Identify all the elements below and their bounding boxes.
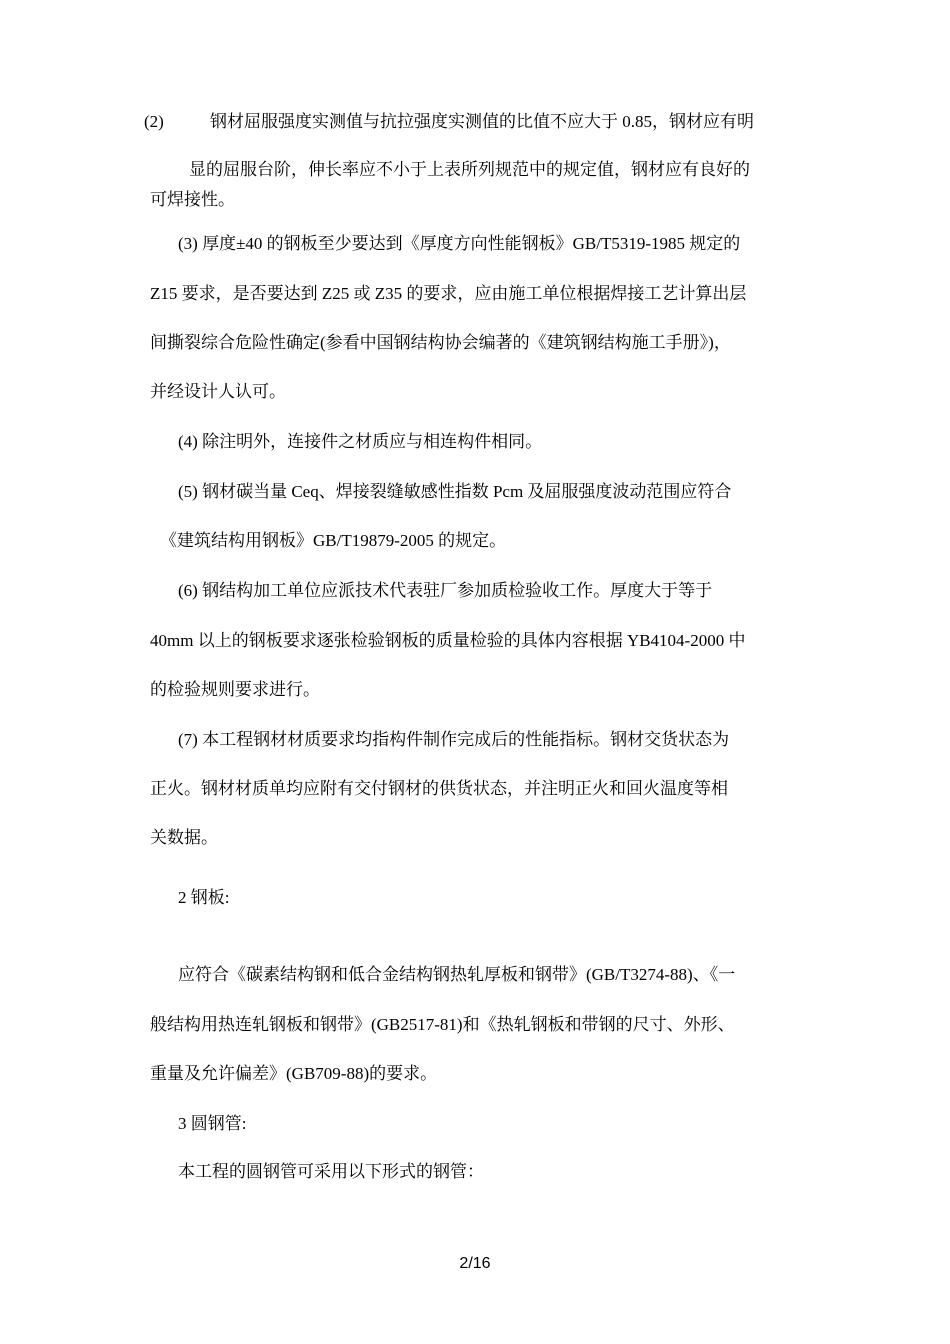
item-number-2: (2) [144,112,164,131]
paragraph-3-line-4: 并经设计人认可。 [150,382,286,401]
paragraph-3-line-2: Z15 要求，是否要达到 Z25 或 Z35 的要求，应由施工单位根据焊接工艺计算出层 [150,284,747,303]
paragraph-7-line-3: 关数据。 [150,828,218,847]
paragraph-2-line-3: 可焊接性。 [150,190,235,209]
section-3-line-1: 本工程的圆钢管可采用以下形式的钢管： [178,1162,484,1181]
section-2-line-3: 重量及允许偏差》(GB709-88)的要求。 [150,1064,438,1083]
page-number: 2/16 [459,1255,491,1272]
section-2-line-1: 应符合《碳素结构钢和低合金结构钢热轧厚板和钢带》(GB/T3274-88)、《一 [178,965,736,984]
paragraph-3-line-1: (3) 厚度±40 的钢板至少要达到《厚度方向性能钢板》GB/T5319-1985 规定的 [178,234,741,253]
paragraph-6-line-1: (6) 钢结构加工单位应派技术代表驻厂参加质检验收工作。厚度大于等于 [178,581,713,600]
paragraph-5-line-2: 《建筑结构用钢板》GB/T19879-2005 的规定。 [160,531,507,550]
section-heading-round-steel-tube: 3 圆钢管: [178,1114,247,1133]
paragraph-6-line-2: 40mm 以上的钢板要求逐张检验钢板的质量检验的具体内容根据 YB4104-2000 中 [150,631,746,650]
paragraph-6-line-3: 的检验规则要求进行。 [150,680,320,699]
paragraph-7-line-2: 正火。钢材材质单均应附有交付钢材的供货状态，并注明正火和回火温度等相 [150,779,728,798]
paragraph-5-line-1: (5) 钢材碳当量 Ceq、焊接裂缝敏感性指数 Pcm 及屈服强度波动范围应符合 [178,482,732,501]
paragraph-4-line-1: (4) 除注明外，连接件之材质应与相连构件相同。 [178,432,543,451]
paragraph-7-line-1: (7) 本工程钢材材质要求均指构件制作完成后的性能指标。钢材交货状态为 [178,730,730,749]
section-heading-steel-plate: 2 钢板: [178,888,230,907]
section-2-line-2: 般结构用热连轧钢板和钢带》(GB2517-81)和《热轧钢板和带钢的尺寸、外形、 [150,1015,735,1034]
paragraph-3-line-3: 间撕裂综合危险性确定(参看中国钢结构协会编著的《建筑钢结构施工手册》)， [150,333,731,352]
paragraph-2-line-1: 钢材屈服强度实测值与抗拉强度实测值的比值不应大于 0.85，钢材应有明 [210,112,754,131]
paragraph-2-line-2: 显的屈服台阶，伸长率应不小于上表所列规范中的规定值，钢材应有良好的 [189,160,750,179]
